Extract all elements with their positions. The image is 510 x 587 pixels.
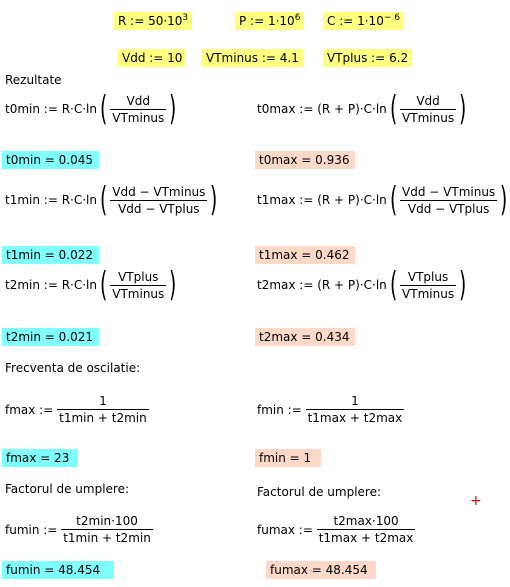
t1min-fraction — [110, 184, 207, 217]
t1min-lhs: t1min := R·C·ln — [5, 193, 97, 207]
t2min-num: VTplus — [118, 269, 159, 284]
close-paren: ) — [459, 265, 467, 305]
param-vtplus[interactable]: VTplus := 6.2 — [323, 49, 412, 67]
t1max-den: Vdd − VTplus — [400, 200, 497, 217]
factor-heading-left: Factorul de umplere: — [5, 482, 130, 496]
t1max-num: Vdd − VTminus — [402, 184, 496, 199]
t0max-lhs: t0max := (R + P)·C·ln — [257, 102, 387, 116]
fmax-fraction — [57, 393, 149, 426]
fumin-result[interactable]: fumin = 48.454 — [2, 561, 114, 579]
fumax-fraction — [317, 513, 416, 546]
close-paren: ) — [500, 180, 508, 220]
fumin-num: t2min·100 — [76, 514, 138, 528]
fmin-result[interactable]: fmin = 1 — [255, 449, 321, 467]
t2min-result[interactable]: t2min = 0.021 — [2, 328, 99, 346]
t0max-num: Vdd — [416, 93, 440, 108]
param-r[interactable] — [114, 12, 192, 30]
t0min-fraction — [110, 93, 166, 126]
open-paren: ( — [389, 89, 398, 129]
t0max-result[interactable]: t0max = 0.936 — [255, 151, 355, 169]
t2max-formula[interactable] — [257, 265, 469, 305]
t0max-den: VTminus — [402, 110, 455, 125]
fumin-formula[interactable] — [5, 513, 153, 546]
close-paren: ) — [459, 89, 467, 129]
param-vtminus[interactable]: VTminus := 4.1 — [202, 49, 303, 67]
t0min-lhs: t0min := R·C·ln — [5, 102, 97, 116]
t2min-den: VTminus — [112, 286, 165, 301]
t0min-den: VTminus — [112, 110, 165, 125]
t2max-lhs: t2max := (R + P)·C·ln — [257, 278, 387, 292]
t1max-formula[interactable] — [257, 180, 510, 220]
fmin-den: t1max + t2max — [307, 411, 403, 425]
param-p[interactable] — [235, 12, 304, 30]
fmin-lhs: fmin := — [257, 402, 302, 417]
fumin-lhs: fumin := — [5, 522, 58, 537]
frecventa-heading: Frecventa de oscilatie: — [5, 361, 141, 375]
rezultate-heading: Rezultate — [5, 73, 62, 87]
fumax-lhs: fumax := — [257, 522, 313, 537]
t0max-fraction — [400, 93, 456, 126]
fumax-result[interactable]: fumax = 48.454 — [266, 561, 376, 579]
open-paren: ( — [99, 265, 108, 305]
factor-heading-right: Factorul de umplere: — [257, 485, 382, 499]
param-r-exp: 3 — [182, 13, 189, 23]
close-paren: ) — [169, 265, 177, 305]
fmin-fraction — [306, 393, 405, 426]
fmax-formula[interactable] — [5, 393, 149, 426]
param-c-text: C := 1·10 — [327, 14, 384, 28]
t1min-den: Vdd − VTplus — [110, 200, 207, 217]
fmin-formula[interactable] — [257, 393, 404, 426]
t0max-formula[interactable] — [257, 89, 469, 129]
param-p-exp: 6 — [294, 13, 301, 23]
fmax-lhs: fmax := — [5, 402, 54, 417]
t2max-num: VTplus — [407, 269, 449, 284]
t2max-fraction — [400, 269, 456, 302]
t2min-formula[interactable] — [5, 265, 180, 305]
crosshair-marker: + — [470, 493, 482, 509]
open-paren: ( — [389, 180, 398, 220]
fmax-num: 1 — [99, 394, 107, 408]
t1min-result[interactable]: t1min = 0.022 — [2, 246, 99, 264]
t2min-fraction — [110, 269, 166, 302]
t1min-formula[interactable] — [5, 180, 221, 220]
t1max-result[interactable]: t1max = 0.462 — [255, 246, 355, 264]
fumin-fraction — [61, 513, 153, 546]
fmax-result[interactable]: fmax = 23 — [2, 449, 78, 467]
t0min-formula[interactable] — [5, 89, 180, 129]
param-c[interactable] — [323, 12, 404, 30]
t2min-lhs: t2min := R·C·ln — [5, 278, 97, 292]
param-r-text: R := 50·10 — [118, 14, 183, 28]
t1max-lhs: t1max := (R + P)·C·ln — [257, 193, 387, 207]
fumin-den: t1min + t2min — [63, 531, 151, 545]
fmax-den: t1min + t2min — [59, 411, 147, 425]
param-c-exp: − 6 — [383, 13, 400, 23]
t0min-result[interactable]: t0min = 0.045 — [2, 151, 99, 169]
param-vdd[interactable]: Vdd := 10 — [118, 49, 186, 67]
fumax-den: t1max + t2max — [318, 531, 414, 545]
open-paren: ( — [99, 180, 108, 220]
open-paren: ( — [389, 265, 398, 305]
param-p-text: P := 1·10 — [239, 14, 295, 28]
t2max-den: VTminus — [402, 286, 455, 301]
t1max-fraction — [400, 184, 497, 217]
fumax-num: t2max·100 — [333, 514, 399, 528]
close-paren: ) — [169, 89, 177, 129]
t0min-num: Vdd — [126, 93, 150, 108]
t1min-num: Vdd − VTminus — [112, 184, 206, 199]
close-paren: ) — [210, 180, 218, 220]
t2max-result[interactable]: t2max = 0.434 — [255, 328, 355, 346]
fmin-num: 1 — [351, 394, 359, 408]
fumax-formula[interactable] — [257, 513, 415, 546]
open-paren: ( — [99, 89, 108, 129]
